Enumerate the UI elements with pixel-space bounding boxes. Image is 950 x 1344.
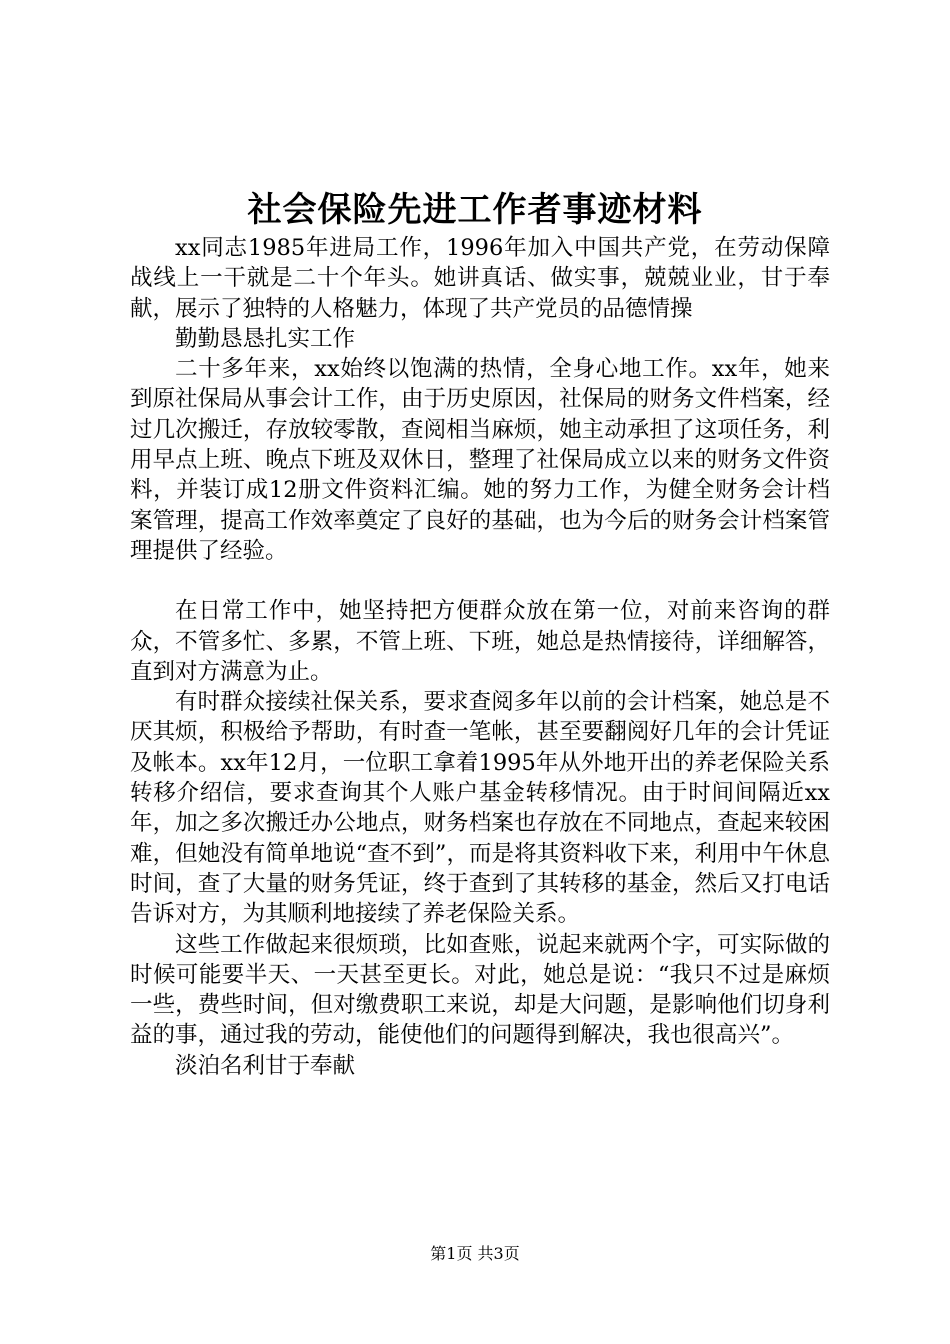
paragraph-daily-service: 在日常工作中，她坚持把方便群众放在第一位，对前来咨询的群众，不管多忙、多累，不管上班、下班，她总是热情接待，详细解答，直到对方满意为止。: [130, 598, 830, 685]
page-number-footer: 第1页 共3页: [430, 1244, 520, 1263]
document-title: 社会保险先进工作者事迹材料: [247, 190, 703, 230]
paragraph-intro: xx同志1985年进局工作，1996年加入中国共产党，在劳动保障战线上一干就是二十个年头。她讲真话、做实事，兢兢业业，甘于奉献，展示了独特的人格魅力，体现了共产党员的品德情操: [130, 235, 830, 322]
section-heading-dedication: 淡泊名利甘于奉献: [175, 1052, 356, 1079]
document-body: [130, 233, 830, 1081]
paragraph-tedious-work-quote: 这些工作做起来很烦琐，比如查账，说起来就两个字，可实际做的时候可能要半天、一天甚至更长。对此，她总是说：“我只不过是麻烦一些，费些时间，但对缴费职工来说，却是大问题，是影响他们切身利益的事，通过我的劳动，能使他们的问题得到解决，我也很高兴”。: [130, 931, 830, 1049]
paragraph-archive-work: 二十多年来，xx始终以饱满的热情，全身心地工作。xx年，她来到原社保局从事会计工作，由于历史原因，社保局的财务文件档案，经过几次搬迁，存放较零散，查阅相当麻烦，她主动承担了这项任务，利用早点上班、晚点下班及双休日，整理了社保局成立以来的财务文件资料，并装订成12册文件资料汇编。她的努力工作，为健全财务会计档案管理，提高工作效率奠定了良好的基础，也为今后的财务会计档案管理提供了经验。: [130, 356, 830, 564]
paragraph-social-security-transfer: 有时群众接续社保关系，要求查阅多年以前的会计档案，她总是不厌其烦，积极给予帮助，有时查一笔帐，甚至要翻阅好几年的会计凭证及帐本。xx年12月，一位职工拿着1995年从外地开出的养老保险关系转移介绍信，要求查询其个人账户基金转移情况。由于时间间隔近xx年，加之多次搬迁办公地点，财务档案也存放在不同地点，查起来较困难，但她没有简单地说“查不到”，而是将其资料收下来，利用中午休息时间，查了大量的财务凭证，终于查到了其转移的基金，然后又打电话告诉对方，为其顺利地接续了养老保险关系。: [130, 689, 830, 928]
section-heading-diligent-work: 勤勤恳恳扎实工作: [175, 325, 356, 352]
